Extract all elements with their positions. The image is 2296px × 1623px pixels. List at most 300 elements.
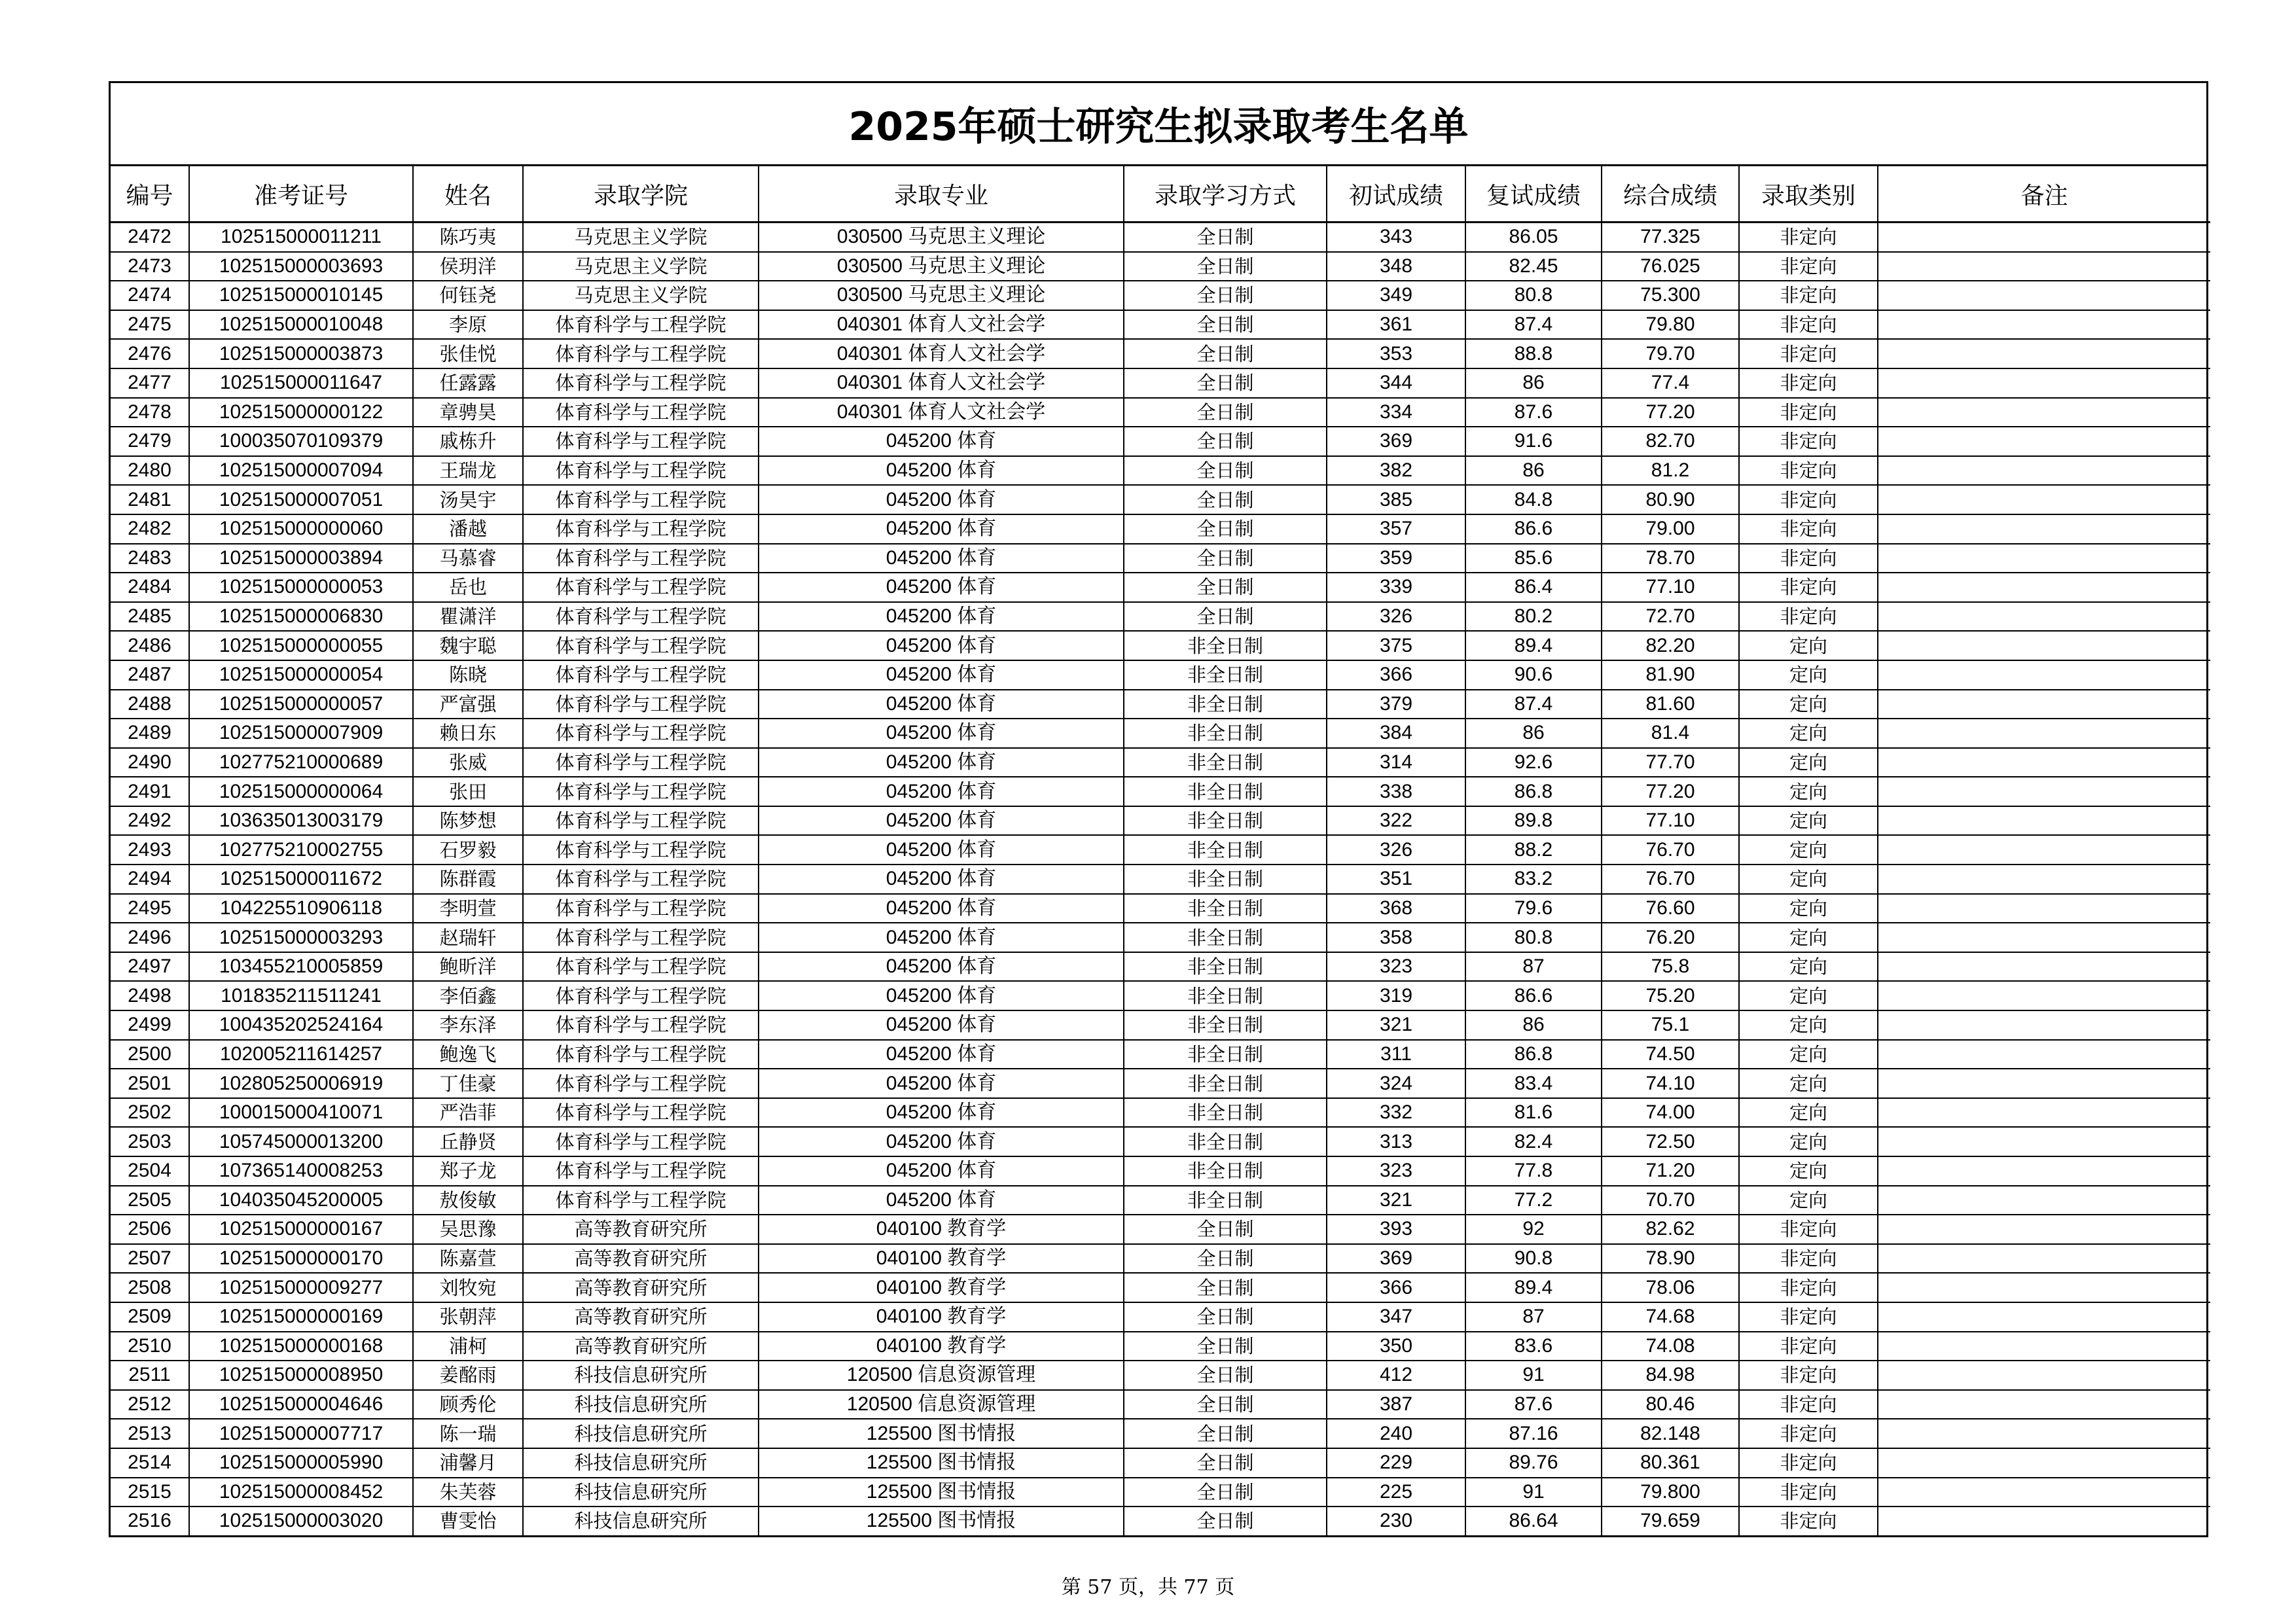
cell-major: 045200 体育 bbox=[759, 1156, 1124, 1186]
cell-major: 045200 体育 bbox=[759, 865, 1124, 894]
cell-name: 严富强 bbox=[413, 690, 523, 719]
cell-total-score: 75.8 bbox=[1602, 952, 1739, 982]
cell-study-mode: 全日制 bbox=[1124, 281, 1327, 310]
cell-exam-number: 102515000000170 bbox=[189, 1244, 413, 1274]
cell-initial-score: 361 bbox=[1327, 310, 1465, 340]
cell-retest-score: 86.6 bbox=[1465, 514, 1602, 544]
cell-name: 陈嘉萱 bbox=[413, 1244, 523, 1274]
cell-id: 2481 bbox=[111, 485, 189, 514]
cell-major: 045200 体育 bbox=[759, 602, 1124, 632]
cell-id: 2488 bbox=[111, 690, 189, 719]
table-row bbox=[111, 1332, 2210, 1361]
cell-name: 浦柯 bbox=[413, 1332, 523, 1361]
cell-id: 2474 bbox=[111, 281, 189, 310]
header-major: 录取专业 bbox=[759, 166, 1124, 223]
cell-exam-number: 102515000010145 bbox=[189, 281, 413, 310]
cell-category: 定向 bbox=[1739, 719, 1878, 748]
cell-name: 张威 bbox=[413, 748, 523, 777]
cell-study-mode: 非全日制 bbox=[1124, 1127, 1327, 1156]
cell-category: 非定向 bbox=[1739, 1361, 1878, 1390]
table-row bbox=[111, 427, 2210, 456]
cell-id: 2472 bbox=[111, 223, 189, 252]
cell-total-score: 82.70 bbox=[1602, 427, 1739, 456]
cell-name: 马慕睿 bbox=[413, 544, 523, 573]
cell-major: 120500 信息资源管理 bbox=[759, 1390, 1124, 1419]
cell-study-mode: 非全日制 bbox=[1124, 1156, 1327, 1186]
cell-id: 2512 bbox=[111, 1390, 189, 1419]
cell-category: 定向 bbox=[1739, 1069, 1878, 1098]
table-row bbox=[111, 865, 2210, 894]
cell-initial-score: 385 bbox=[1327, 485, 1465, 514]
cell-exam-number: 102775210002755 bbox=[189, 835, 413, 865]
cell-retest-score: 86.64 bbox=[1465, 1507, 1602, 1535]
cell-category: 非定向 bbox=[1739, 1215, 1878, 1244]
cell-category: 非定向 bbox=[1739, 1448, 1878, 1478]
header-retest-score: 复试成绩 bbox=[1465, 166, 1602, 223]
cell-study-mode: 非全日制 bbox=[1124, 631, 1327, 660]
cell-category: 非定向 bbox=[1739, 310, 1878, 340]
cell-category: 非定向 bbox=[1739, 281, 1878, 310]
cell-retest-score: 77.2 bbox=[1465, 1186, 1602, 1215]
cell-remarks bbox=[1878, 281, 2210, 310]
cell-name: 鲍昕洋 bbox=[413, 952, 523, 982]
cell-major: 040100 教育学 bbox=[759, 1215, 1124, 1244]
cell-initial-score: 369 bbox=[1327, 1244, 1465, 1274]
cell-college: 体育科学与工程学院 bbox=[523, 544, 759, 573]
cell-initial-score: 358 bbox=[1327, 923, 1465, 952]
table-row bbox=[111, 544, 2210, 573]
cell-retest-score: 92 bbox=[1465, 1215, 1602, 1244]
cell-name: 章骋昊 bbox=[413, 398, 523, 427]
cell-college: 高等教育研究所 bbox=[523, 1332, 759, 1361]
cell-initial-score: 366 bbox=[1327, 660, 1465, 690]
cell-study-mode: 全日制 bbox=[1124, 573, 1327, 602]
cell-major: 125500 图书情报 bbox=[759, 1507, 1124, 1535]
cell-college: 科技信息研究所 bbox=[523, 1507, 759, 1535]
table-row bbox=[111, 514, 2210, 544]
cell-name: 任露露 bbox=[413, 368, 523, 398]
cell-name: 严浩菲 bbox=[413, 1098, 523, 1128]
cell-name: 魏宇聪 bbox=[413, 631, 523, 660]
cell-college: 体育科学与工程学院 bbox=[523, 1069, 759, 1098]
cell-exam-number: 102515000004646 bbox=[189, 1390, 413, 1419]
table-row bbox=[111, 690, 2210, 719]
cell-exam-number: 102515000000064 bbox=[189, 777, 413, 806]
cell-study-mode: 非全日制 bbox=[1124, 894, 1327, 923]
cell-initial-score: 393 bbox=[1327, 1215, 1465, 1244]
cell-total-score: 81.90 bbox=[1602, 660, 1739, 690]
table-row bbox=[111, 1215, 2210, 1244]
cell-remarks bbox=[1878, 514, 2210, 544]
cell-id: 2489 bbox=[111, 719, 189, 748]
cell-id: 2478 bbox=[111, 398, 189, 427]
cell-id: 2483 bbox=[111, 544, 189, 573]
cell-exam-number: 102515000000122 bbox=[189, 398, 413, 427]
cell-category: 非定向 bbox=[1739, 252, 1878, 281]
cell-name: 赵瑞轩 bbox=[413, 923, 523, 952]
cell-remarks bbox=[1878, 1127, 2210, 1156]
cell-initial-score: 368 bbox=[1327, 894, 1465, 923]
cell-initial-score: 229 bbox=[1327, 1448, 1465, 1478]
cell-total-score: 78.70 bbox=[1602, 544, 1739, 573]
cell-id: 2485 bbox=[111, 602, 189, 632]
cell-id: 2492 bbox=[111, 806, 189, 836]
cell-name: 陈晓 bbox=[413, 660, 523, 690]
cell-exam-number: 102515000003693 bbox=[189, 252, 413, 281]
cell-initial-score: 359 bbox=[1327, 544, 1465, 573]
table-row bbox=[111, 1478, 2210, 1507]
cell-name: 陈一瑞 bbox=[413, 1419, 523, 1448]
cell-exam-number: 102515000009277 bbox=[189, 1273, 413, 1302]
header-total-score: 综合成绩 bbox=[1602, 166, 1739, 223]
cell-study-mode: 全日制 bbox=[1124, 427, 1327, 456]
cell-exam-number: 103455210005859 bbox=[189, 952, 413, 982]
cell-retest-score: 84.8 bbox=[1465, 485, 1602, 514]
cell-category: 定向 bbox=[1739, 690, 1878, 719]
cell-study-mode: 非全日制 bbox=[1124, 1069, 1327, 1098]
cell-initial-score: 321 bbox=[1327, 1186, 1465, 1215]
cell-total-score: 82.62 bbox=[1602, 1215, 1739, 1244]
cell-major: 030500 马克思主义理论 bbox=[759, 252, 1124, 281]
cell-retest-score: 89.4 bbox=[1465, 1273, 1602, 1302]
cell-initial-score: 225 bbox=[1327, 1478, 1465, 1507]
table-row bbox=[111, 719, 2210, 748]
cell-college: 体育科学与工程学院 bbox=[523, 1127, 759, 1156]
cell-college: 体育科学与工程学院 bbox=[523, 981, 759, 1010]
cell-retest-score: 79.6 bbox=[1465, 894, 1602, 923]
cell-name: 李原 bbox=[413, 310, 523, 340]
cell-initial-score: 326 bbox=[1327, 835, 1465, 865]
cell-total-score: 74.50 bbox=[1602, 1040, 1739, 1069]
cell-name: 曹雯怡 bbox=[413, 1507, 523, 1535]
cell-name: 何钰尧 bbox=[413, 281, 523, 310]
cell-major: 045200 体育 bbox=[759, 806, 1124, 836]
page-title: 2025年硕士研究生拟录取考生名单 bbox=[111, 83, 2206, 166]
cell-college: 体育科学与工程学院 bbox=[523, 456, 759, 486]
cell-retest-score: 83.6 bbox=[1465, 1332, 1602, 1361]
cell-retest-score: 87.6 bbox=[1465, 1390, 1602, 1419]
table-row bbox=[111, 1069, 2210, 1098]
cell-major: 045200 体育 bbox=[759, 1010, 1124, 1040]
cell-total-score: 82.148 bbox=[1602, 1419, 1739, 1448]
cell-name: 张朝萍 bbox=[413, 1302, 523, 1332]
cell-name: 瞿潇洋 bbox=[413, 602, 523, 632]
cell-exam-number: 100015000410071 bbox=[189, 1098, 413, 1128]
cell-major: 125500 图书情报 bbox=[759, 1419, 1124, 1448]
table-row bbox=[111, 777, 2210, 806]
cell-study-mode: 全日制 bbox=[1124, 1419, 1327, 1448]
table-row bbox=[111, 339, 2210, 368]
cell-total-score: 79.659 bbox=[1602, 1507, 1739, 1535]
cell-study-mode: 全日制 bbox=[1124, 1361, 1327, 1390]
cell-total-score: 77.10 bbox=[1602, 573, 1739, 602]
cell-name: 丘静贤 bbox=[413, 1127, 523, 1156]
cell-initial-score: 314 bbox=[1327, 748, 1465, 777]
cell-total-score: 82.20 bbox=[1602, 631, 1739, 660]
cell-exam-number: 102515000011647 bbox=[189, 368, 413, 398]
cell-remarks bbox=[1878, 981, 2210, 1010]
cell-total-score: 74.00 bbox=[1602, 1098, 1739, 1128]
cell-remarks bbox=[1878, 1390, 2210, 1419]
cell-exam-number: 107365140008253 bbox=[189, 1156, 413, 1186]
cell-total-score: 76.70 bbox=[1602, 835, 1739, 865]
cell-retest-score: 88.2 bbox=[1465, 835, 1602, 865]
cell-major: 045200 体育 bbox=[759, 1098, 1124, 1128]
table-row bbox=[111, 748, 2210, 777]
cell-total-score: 80.46 bbox=[1602, 1390, 1739, 1419]
cell-study-mode: 非全日制 bbox=[1124, 660, 1327, 690]
cell-exam-number: 102515000000167 bbox=[189, 1215, 413, 1244]
table-row bbox=[111, 1127, 2210, 1156]
cell-total-score: 77.20 bbox=[1602, 398, 1739, 427]
cell-major: 045200 体育 bbox=[759, 777, 1124, 806]
cell-study-mode: 全日制 bbox=[1124, 398, 1327, 427]
cell-major: 045200 体育 bbox=[759, 1040, 1124, 1069]
cell-exam-number: 102515000003873 bbox=[189, 339, 413, 368]
cell-remarks bbox=[1878, 631, 2210, 660]
cell-college: 体育科学与工程学院 bbox=[523, 1010, 759, 1040]
cell-total-score: 81.4 bbox=[1602, 719, 1739, 748]
cell-id: 2486 bbox=[111, 631, 189, 660]
cell-study-mode: 全日制 bbox=[1124, 456, 1327, 486]
cell-college: 体育科学与工程学院 bbox=[523, 952, 759, 982]
cell-total-score: 75.300 bbox=[1602, 281, 1739, 310]
cell-retest-score: 89.76 bbox=[1465, 1448, 1602, 1478]
cell-initial-score: 387 bbox=[1327, 1390, 1465, 1419]
cell-study-mode: 全日制 bbox=[1124, 1478, 1327, 1507]
cell-initial-score: 324 bbox=[1327, 1069, 1465, 1098]
cell-category: 非定向 bbox=[1739, 1390, 1878, 1419]
cell-exam-number: 102515000000053 bbox=[189, 573, 413, 602]
header-remarks: 备注 bbox=[1878, 166, 2210, 223]
cell-exam-number: 102805250006919 bbox=[189, 1069, 413, 1098]
table-row bbox=[111, 1156, 2210, 1186]
cell-remarks bbox=[1878, 923, 2210, 952]
cell-category: 定向 bbox=[1739, 1156, 1878, 1186]
cell-id: 2509 bbox=[111, 1302, 189, 1332]
cell-college: 体育科学与工程学院 bbox=[523, 748, 759, 777]
cell-initial-score: 369 bbox=[1327, 427, 1465, 456]
cell-retest-score: 90.6 bbox=[1465, 660, 1602, 690]
cell-exam-number: 102515000007909 bbox=[189, 719, 413, 748]
cell-exam-number: 102515000007051 bbox=[189, 485, 413, 514]
cell-initial-score: 240 bbox=[1327, 1419, 1465, 1448]
cell-initial-score: 323 bbox=[1327, 952, 1465, 982]
cell-id: 2500 bbox=[111, 1040, 189, 1069]
cell-retest-score: 87.16 bbox=[1465, 1419, 1602, 1448]
cell-major: 045200 体育 bbox=[759, 981, 1124, 1010]
cell-total-score: 79.80 bbox=[1602, 310, 1739, 340]
cell-retest-score: 91.6 bbox=[1465, 427, 1602, 456]
cell-exam-number: 102775210000689 bbox=[189, 748, 413, 777]
cell-remarks bbox=[1878, 1215, 2210, 1244]
cell-name: 朱芙蓉 bbox=[413, 1478, 523, 1507]
cell-initial-score: 343 bbox=[1327, 223, 1465, 252]
cell-major: 045200 体育 bbox=[759, 690, 1124, 719]
cell-exam-number: 102515000003894 bbox=[189, 544, 413, 573]
cell-college: 高等教育研究所 bbox=[523, 1273, 759, 1302]
table-row bbox=[111, 223, 2210, 252]
cell-study-mode: 全日制 bbox=[1124, 544, 1327, 573]
cell-remarks bbox=[1878, 1069, 2210, 1098]
cell-study-mode: 全日制 bbox=[1124, 368, 1327, 398]
cell-major: 045200 体育 bbox=[759, 719, 1124, 748]
cell-id: 2495 bbox=[111, 894, 189, 923]
table-row bbox=[111, 1419, 2210, 1448]
cell-retest-score: 80.2 bbox=[1465, 602, 1602, 632]
cell-retest-score: 87.4 bbox=[1465, 310, 1602, 340]
cell-exam-number: 102515000008950 bbox=[189, 1361, 413, 1390]
header-study-mode: 录取学习方式 bbox=[1124, 166, 1327, 223]
cell-college: 体育科学与工程学院 bbox=[523, 398, 759, 427]
cell-id: 2475 bbox=[111, 310, 189, 340]
cell-initial-score: 350 bbox=[1327, 1332, 1465, 1361]
cell-total-score: 80.361 bbox=[1602, 1448, 1739, 1478]
cell-initial-score: 379 bbox=[1327, 690, 1465, 719]
cell-college: 体育科学与工程学院 bbox=[523, 339, 759, 368]
cell-study-mode: 非全日制 bbox=[1124, 1010, 1327, 1040]
table-row bbox=[111, 485, 2210, 514]
cell-college: 马克思主义学院 bbox=[523, 281, 759, 310]
cell-name: 李佰鑫 bbox=[413, 981, 523, 1010]
cell-category: 非定向 bbox=[1739, 1302, 1878, 1332]
cell-name: 丁佳豪 bbox=[413, 1069, 523, 1098]
cell-remarks bbox=[1878, 398, 2210, 427]
cell-name: 敖俊敏 bbox=[413, 1186, 523, 1215]
cell-id: 2513 bbox=[111, 1419, 189, 1448]
cell-major: 045200 体育 bbox=[759, 660, 1124, 690]
cell-retest-score: 86 bbox=[1465, 456, 1602, 486]
cell-id: 2496 bbox=[111, 923, 189, 952]
cell-study-mode: 全日制 bbox=[1124, 1215, 1327, 1244]
cell-id: 2479 bbox=[111, 427, 189, 456]
cell-initial-score: 344 bbox=[1327, 368, 1465, 398]
cell-college: 体育科学与工程学院 bbox=[523, 660, 759, 690]
cell-name: 张田 bbox=[413, 777, 523, 806]
cell-remarks bbox=[1878, 456, 2210, 486]
cell-initial-score: 334 bbox=[1327, 398, 1465, 427]
cell-remarks bbox=[1878, 719, 2210, 748]
cell-remarks bbox=[1878, 602, 2210, 632]
cell-total-score: 74.68 bbox=[1602, 1302, 1739, 1332]
cell-remarks bbox=[1878, 1419, 2210, 1448]
cell-category: 定向 bbox=[1739, 894, 1878, 923]
cell-id: 2484 bbox=[111, 573, 189, 602]
cell-remarks bbox=[1878, 573, 2210, 602]
cell-retest-score: 91 bbox=[1465, 1361, 1602, 1390]
header-id: 编号 bbox=[111, 166, 189, 223]
cell-retest-score: 83.2 bbox=[1465, 865, 1602, 894]
cell-category: 定向 bbox=[1739, 1098, 1878, 1128]
cell-study-mode: 全日制 bbox=[1124, 514, 1327, 544]
cell-id: 2493 bbox=[111, 835, 189, 865]
cell-major: 125500 图书情报 bbox=[759, 1448, 1124, 1478]
cell-total-score: 84.98 bbox=[1602, 1361, 1739, 1390]
cell-remarks bbox=[1878, 1361, 2210, 1390]
cell-total-score: 79.00 bbox=[1602, 514, 1739, 544]
cell-college: 体育科学与工程学院 bbox=[523, 690, 759, 719]
cell-initial-score: 353 bbox=[1327, 339, 1465, 368]
cell-college: 高等教育研究所 bbox=[523, 1302, 759, 1332]
cell-id: 2480 bbox=[111, 456, 189, 486]
cell-id: 2502 bbox=[111, 1098, 189, 1128]
table-row bbox=[111, 981, 2210, 1010]
cell-exam-number: 102515000010048 bbox=[189, 310, 413, 340]
cell-remarks bbox=[1878, 1302, 2210, 1332]
cell-id: 2516 bbox=[111, 1507, 189, 1535]
cell-name: 王瑞龙 bbox=[413, 456, 523, 486]
cell-category: 定向 bbox=[1739, 806, 1878, 836]
cell-exam-number: 102515000007717 bbox=[189, 1419, 413, 1448]
cell-major: 120500 信息资源管理 bbox=[759, 1361, 1124, 1390]
cell-major: 040301 体育人文社会学 bbox=[759, 398, 1124, 427]
cell-retest-score: 85.6 bbox=[1465, 544, 1602, 573]
cell-college: 体育科学与工程学院 bbox=[523, 631, 759, 660]
table-row bbox=[111, 1010, 2210, 1040]
cell-category: 非定向 bbox=[1739, 602, 1878, 632]
header-name: 姓名 bbox=[413, 166, 523, 223]
cell-id: 2487 bbox=[111, 660, 189, 690]
cell-college: 体育科学与工程学院 bbox=[523, 1040, 759, 1069]
cell-category: 非定向 bbox=[1739, 573, 1878, 602]
cell-major: 040100 教育学 bbox=[759, 1244, 1124, 1274]
cell-total-score: 75.1 bbox=[1602, 1010, 1739, 1040]
cell-initial-score: 348 bbox=[1327, 252, 1465, 281]
cell-exam-number: 102515000011211 bbox=[189, 223, 413, 252]
cell-name: 赖日东 bbox=[413, 719, 523, 748]
table-row bbox=[111, 1507, 2210, 1535]
cell-category: 非定向 bbox=[1739, 514, 1878, 544]
cell-category: 非定向 bbox=[1739, 485, 1878, 514]
cell-college: 马克思主义学院 bbox=[523, 223, 759, 252]
cell-college: 体育科学与工程学院 bbox=[523, 485, 759, 514]
cell-remarks bbox=[1878, 865, 2210, 894]
cell-study-mode: 非全日制 bbox=[1124, 1040, 1327, 1069]
cell-study-mode: 全日制 bbox=[1124, 1273, 1327, 1302]
table-row bbox=[111, 1098, 2210, 1128]
table-row bbox=[111, 1273, 2210, 1302]
cell-exam-number: 100035070109379 bbox=[189, 427, 413, 456]
cell-remarks bbox=[1878, 660, 2210, 690]
cell-exam-number: 102005211614257 bbox=[189, 1040, 413, 1069]
cell-initial-score: 351 bbox=[1327, 865, 1465, 894]
table-row bbox=[111, 310, 2210, 340]
cell-major: 040301 体育人文社会学 bbox=[759, 368, 1124, 398]
cell-study-mode: 非全日制 bbox=[1124, 923, 1327, 952]
header-row bbox=[111, 166, 2210, 223]
cell-id: 2490 bbox=[111, 748, 189, 777]
cell-id: 2498 bbox=[111, 981, 189, 1010]
cell-college: 体育科学与工程学院 bbox=[523, 514, 759, 544]
cell-initial-score: 366 bbox=[1327, 1273, 1465, 1302]
cell-major: 030500 马克思主义理论 bbox=[759, 281, 1124, 310]
cell-name: 李明萱 bbox=[413, 894, 523, 923]
cell-remarks bbox=[1878, 310, 2210, 340]
cell-exam-number: 103635013003179 bbox=[189, 806, 413, 836]
cell-name: 石罗毅 bbox=[413, 835, 523, 865]
cell-name: 陈巧夷 bbox=[413, 223, 523, 252]
cell-retest-score: 80.8 bbox=[1465, 923, 1602, 952]
cell-total-score: 76.20 bbox=[1602, 923, 1739, 952]
cell-total-score: 76.60 bbox=[1602, 894, 1739, 923]
cell-major: 045200 体育 bbox=[759, 514, 1124, 544]
cell-major: 045200 体育 bbox=[759, 923, 1124, 952]
cell-remarks bbox=[1878, 252, 2210, 281]
table-row bbox=[111, 806, 2210, 836]
cell-remarks bbox=[1878, 777, 2210, 806]
cell-initial-score: 384 bbox=[1327, 719, 1465, 748]
cell-category: 非定向 bbox=[1739, 368, 1878, 398]
